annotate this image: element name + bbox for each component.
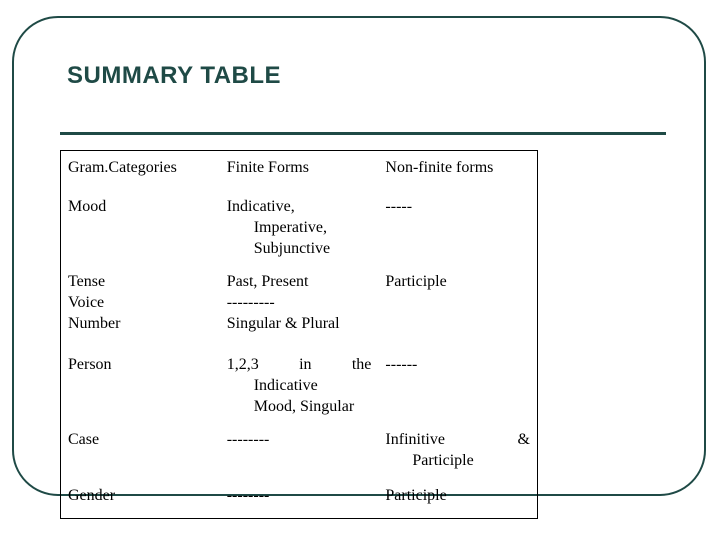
cell-line: --------- (226, 294, 275, 311)
row-case-finite: -------- (226, 431, 270, 448)
table-header-row (61, 151, 538, 191)
cell-word: the (351, 356, 372, 373)
table-row (61, 477, 538, 519)
cell-line: Number (68, 315, 121, 332)
cell-line: Tense (68, 273, 106, 290)
cell-line: Imperative, (253, 219, 328, 236)
cell-line (227, 354, 372, 375)
slide-title: SUMMARY TABLE (67, 62, 282, 89)
row-gender-category: Gender (68, 487, 116, 504)
row-person-finite (220, 340, 379, 423)
cell-line: Indicative, (226, 198, 295, 215)
row-tense-nonfinite: Participle (385, 273, 447, 290)
row-mood-finite (220, 190, 379, 265)
title-underline (60, 132, 666, 135)
cell-line: Voice (68, 294, 105, 311)
summary-table (60, 150, 538, 519)
cell-line: Mood, Singular (253, 398, 355, 415)
header-finite-forms: Finite Forms (226, 159, 309, 176)
row-tense-category (61, 265, 220, 340)
row-mood-nonfinite: ----- (385, 198, 413, 215)
row-case-category: Case (68, 431, 100, 448)
cell-line: Indicative (253, 377, 318, 394)
cell-word: 1,2,3 (226, 356, 259, 373)
cell-line: Singular & Plural (226, 315, 340, 332)
cell-line: Participle (412, 452, 474, 469)
header-gram-categories: Gram.Categories (68, 159, 177, 176)
cell-word: & (517, 431, 530, 448)
table-row (61, 340, 538, 423)
table-row (61, 190, 538, 265)
table-row (61, 265, 538, 340)
row-person-nonfinite: ------ (385, 356, 418, 373)
cell-line (385, 429, 530, 450)
row-gender-finite: -------- (226, 487, 270, 504)
row-case-nonfinite (378, 423, 537, 477)
row-person-category: Person (68, 356, 112, 373)
row-tense-finite (220, 265, 379, 340)
cell-word: Infinitive (385, 431, 445, 448)
table-row (61, 423, 538, 477)
row-gender-nonfinite: Participle (385, 487, 447, 504)
cell-word: in (299, 356, 312, 373)
cell-line: Subjunctive (253, 240, 331, 257)
row-mood-category: Mood (68, 198, 107, 215)
cell-line: Past, Present (226, 273, 309, 290)
header-nonfinite-forms: Non-finite forms (385, 159, 494, 176)
